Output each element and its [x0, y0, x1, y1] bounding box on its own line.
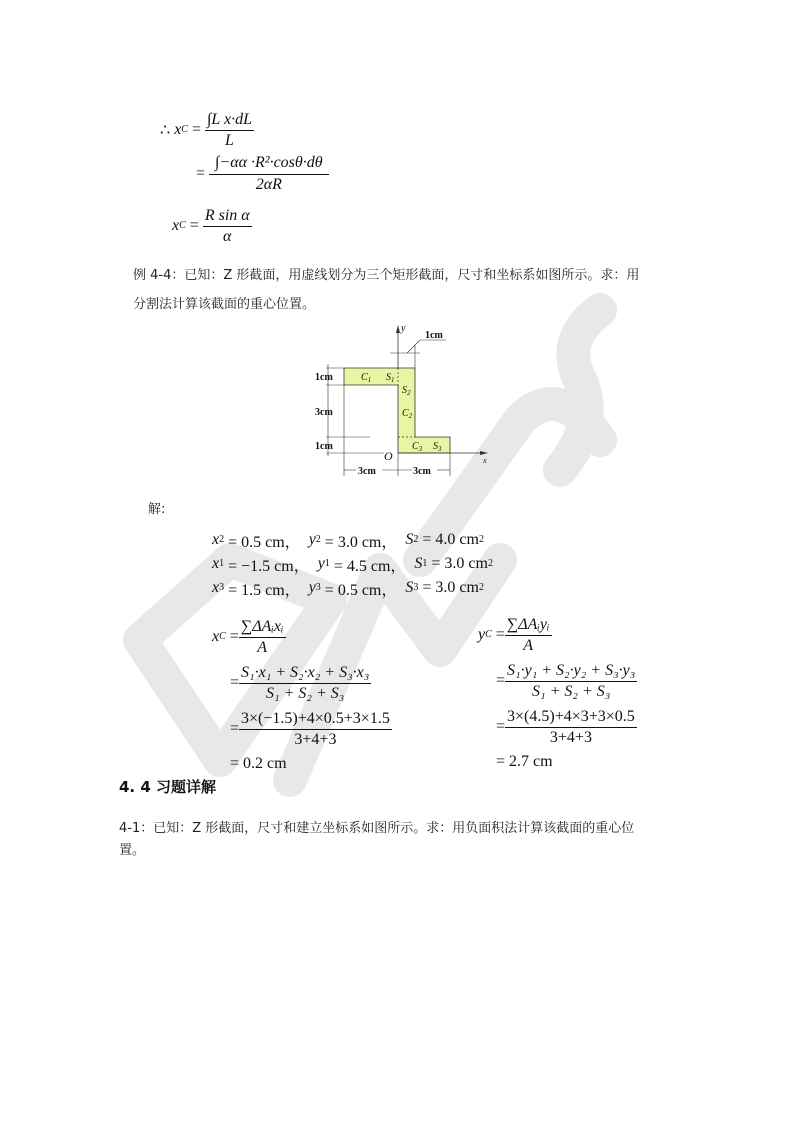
problem-text [119, 818, 679, 862]
origin-label: O [384, 449, 393, 463]
numerator: 3×(4.5)+4×3+3×0.5 [505, 708, 637, 728]
yc-derivation: y C = $\frac{\text{∑ΔAᵢyᵢ}}{A}$ = $\frac{\text{S₁·y₁ + S₂·y₂ + S₃·y₃}}{\text{S₁ + S₂ + S₃}}$ = $\frac{3\times(4.5)+4\times 3+3\times 0.5}{3+4+3}$ = 2.7 cm [478, 615, 636, 770]
integral-fraction-1 [205, 111, 254, 150]
numerator: 3×(−1.5)+4×0.5+3×1.5 [239, 710, 392, 730]
denominator: S₁ + S₂ + S₃ [532, 682, 611, 700]
result-numerator: R sin α [203, 207, 252, 227]
derivation-line-2 [196, 152, 329, 196]
denominator: 3+4+3 [294, 730, 337, 748]
value: = 0.5 cm， [228, 533, 301, 551]
problem-line-2: 置。 [119, 843, 146, 858]
given-row-2: x 1 = −1.5 cm， y 1 = 4.5 cm， S 1 = 3.0 cm 2 [212, 552, 493, 576]
s1-label: $S_1$ [386, 372, 395, 384]
equals-sign: = [189, 217, 199, 234]
derivation-line-1: ∴ x C = $\frac{\text{∫L x·dL}}{L}$ [160, 110, 252, 149]
xc-result: = 0.2 cm [230, 755, 287, 772]
numerator: S₁·y₁ + S₂·y₂ + S₃·y₃ [505, 662, 637, 682]
yc-step1 [505, 616, 552, 655]
var: S [405, 531, 414, 548]
denominator: S₁ + S₂ + S₃ [266, 684, 345, 702]
solution-label: 解: [148, 502, 166, 517]
dim-bottom-2-label: 3cm [413, 466, 431, 477]
value: = 3.0 cm， [324, 533, 398, 551]
dim-bottom-1-label: 3cm [358, 466, 376, 477]
equals-sign: = [495, 626, 505, 643]
s2-label: $S_2$ [402, 385, 411, 397]
var: y [308, 531, 316, 548]
equals-sign: = [229, 628, 239, 645]
equals-sign: = [496, 672, 506, 689]
given-values [212, 528, 493, 600]
dim-left-3-label: 1cm [315, 441, 333, 452]
c2-label: $C_2$ [402, 408, 413, 420]
value: = −1.5 cm， [228, 557, 310, 575]
problem-line-1: 4-1：已知：Z 形截面，尺寸和建立坐标系如图所示。求：用负面积法计算该截面的重心位 [119, 821, 635, 836]
y-axis-label: y [401, 323, 406, 334]
numerator: S₁·x₁ + S₂·x₂ + S₃·x₃ [239, 664, 371, 684]
z-section-figure [310, 320, 500, 480]
var: x [212, 579, 220, 596]
xc-symbol: x [172, 217, 180, 234]
equals-sign: = [496, 718, 506, 735]
yc-step3 [505, 708, 637, 747]
integral-2-numerator: ∫−αα ·R²·cosθ·dθ [209, 154, 329, 175]
section-heading: 4. 4 习题详解 [119, 778, 217, 796]
value: = 3.0 cm [422, 579, 479, 596]
integral-1-numerator: ∫L x·dL [205, 111, 254, 131]
example-line-2: 分割法计算该截面的重心位置。 [133, 297, 316, 312]
dim-top-label: 1cm [425, 330, 443, 341]
c3-label: $C_3$ [412, 441, 423, 453]
var: S [405, 579, 414, 596]
var: y [308, 579, 316, 596]
c1-label: $C_1$ [361, 372, 372, 384]
xc-step2 [239, 664, 371, 703]
value: = 3.0 cm [431, 555, 488, 572]
xc-symbol: x [174, 121, 182, 138]
numerator: ∑ΔAᵢxᵢ [239, 618, 286, 638]
var: S [414, 555, 423, 572]
equals-sign: = [230, 720, 240, 737]
given-row-3: x 3 = 1.5 cm， y 3 = 0.5 cm， S 3 = 3.0 cm 2 [212, 576, 493, 600]
derivation-line-3: x C = $\frac{\text{R sin α}}{\alpha}$ [172, 206, 250, 245]
integral-fraction-2 [209, 154, 329, 194]
equals-sign: = [196, 165, 206, 182]
integral-2-denominator: 2αR [255, 176, 282, 193]
example-text [133, 261, 678, 319]
xc-derivation: x C = $\frac{\text{∑ΔAᵢxᵢ}}{A}$ = $\frac{\text{S₁·x₁ + S₂·x₂ + S₃·x₃}}{\text{S₁ + S₂ + S₃}}$ = $\frac{3\times(-1.5)+4\times 0.5+3\times 1.5}{3+4+3}$ = 0.2 cm [212, 617, 390, 772]
value: = 4.5 cm， [333, 557, 407, 575]
equals-sign: = [191, 121, 201, 138]
x-axis-label: x [483, 456, 487, 465]
yc-step2 [505, 662, 637, 701]
var: x [212, 531, 220, 548]
numerator: ∑ΔAᵢyᵢ [505, 616, 552, 636]
xc-lhs: x [212, 628, 220, 645]
xc-step3 [239, 710, 392, 749]
denominator: A [257, 638, 268, 656]
value: = 1.5 cm， [228, 581, 301, 599]
dim-left-2-label: 3cm [315, 407, 333, 418]
denominator: A [523, 636, 534, 654]
equals-sign: = [230, 674, 240, 691]
var: y [317, 555, 325, 572]
value: = 0.5 cm， [324, 581, 398, 599]
xc-step1 [239, 618, 286, 657]
yc-result: = 2.7 cm [496, 753, 553, 770]
integral-1-denominator: L [225, 131, 234, 149]
example-line-1: 例 4-4：已知：Z 形截面，用虚线划分为三个矩形截面，尺寸和坐标系如图所示。求：用 [133, 268, 640, 283]
var: x [212, 555, 220, 572]
s3-label: $S_3$ [433, 441, 442, 453]
result-fraction [203, 207, 252, 246]
dim-left-1-label: 1cm [315, 372, 333, 383]
therefore-symbol: ∴ [160, 122, 171, 139]
result-denominator: α [223, 227, 232, 245]
given-row-1: x 2 = 0.5 cm， y 2 = 3.0 cm， S 2 = 4.0 cm 2 [212, 528, 493, 552]
denominator: 3+4+3 [549, 728, 592, 746]
value: = 4.0 cm [422, 531, 479, 548]
yc-lhs: y [478, 626, 486, 643]
